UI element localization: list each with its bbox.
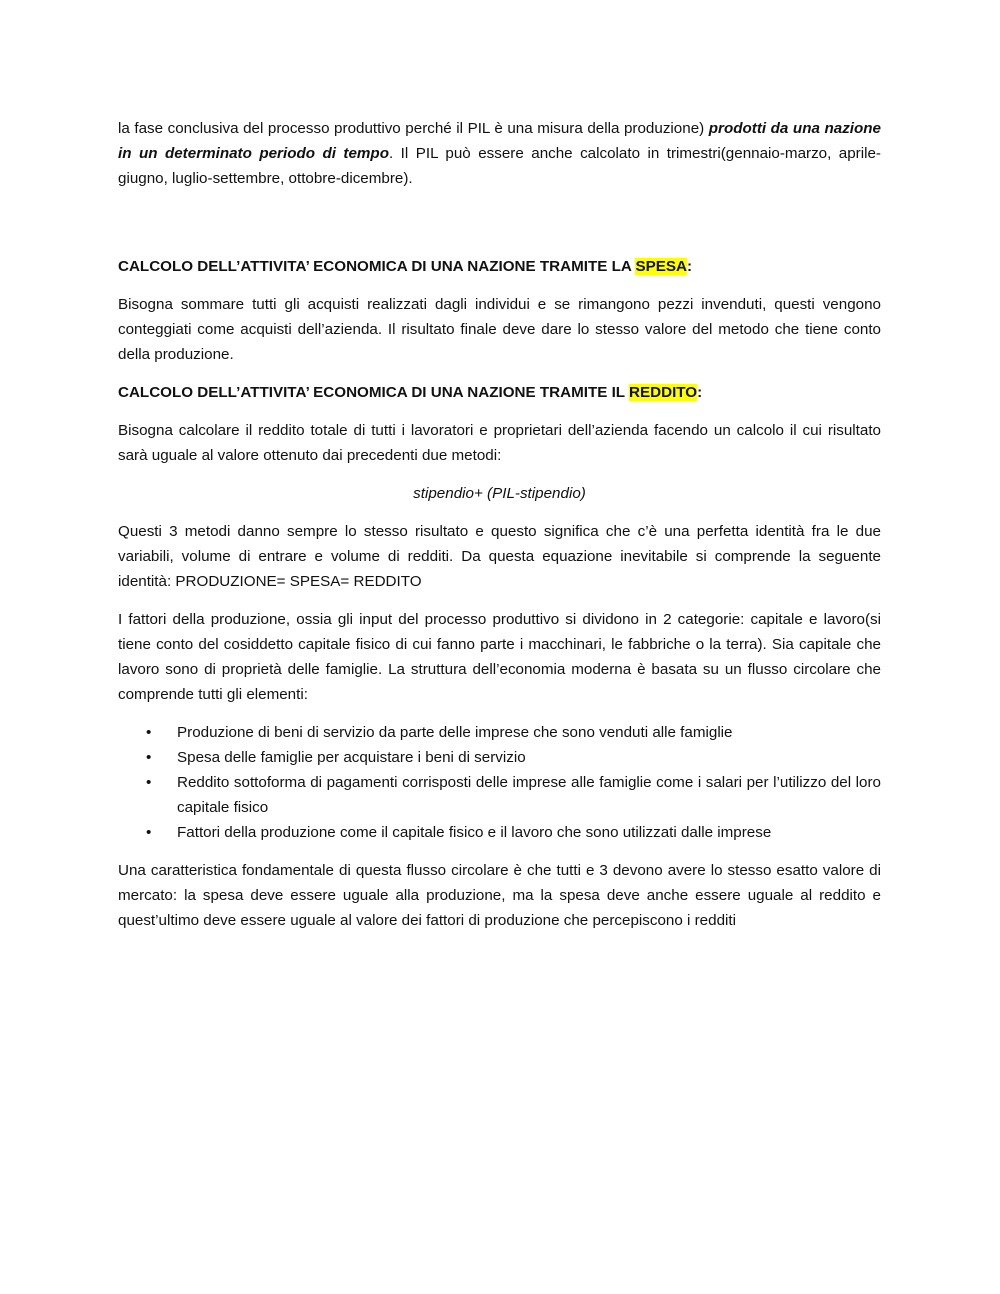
list-item-text: Fattori della produzione come il capitale fisico e il lavoro che sono utilizzati dalle imprese	[177, 824, 772, 841]
heading-reddito-prefix: CALCOLO DELL’ATTIVITA’ ECONOMICA DI UNA NAZIONE TRAMITE IL	[118, 384, 630, 401]
heading-spesa	[118, 254, 881, 279]
list-item-text: Produzione di beni di servizio da parte delle imprese che sono venduti alle famiglie	[177, 724, 733, 741]
final-paragraph: Una caratteristica fondamentale di questa flusso circolare è che tutti e 3 devono avere lo stesso esatto valore di mercato: la spesa deve essere uguale alla produzione, ma la spesa deve anche essere uguale al reddito e quest’ultimo deve essere uguale al valore dei fattori di produzione che percepiscono i redditi	[118, 862, 881, 929]
heading-spesa-suffix: :	[686, 258, 693, 275]
heading-spesa-prefix: CALCOLO DELL’ATTIVITA’ ECONOMICA DI UNA NAZIONE TRAMITE LA	[118, 258, 636, 275]
reddito-paragraph: Bisogna calcolare il reddito totale di tutti i lavoratori e proprietari dell’azienda facendo un calcolo il cui risultato sarà uguale al valore ottenuto dai precedenti due metodi:	[118, 422, 881, 464]
bullet-icon: •	[146, 724, 152, 741]
list-item-text: Spesa delle famiglie per acquistare i beni di servizio	[177, 749, 526, 766]
heading-reddito-suffix: :	[697, 384, 703, 401]
fattori-paragraph: I fattori della produzione, ossia gli input del processo produttivo si dividono in 2 categorie: capitale e lavoro(si tiene conto del cosiddetto capitale fisico di cui fanno parte i macchinari, le fabbriche o la terra). Sia capitale che lavoro sono di proprietà delle famiglie. La struttura dell’economia moderna è basata su un flusso circolare che comprende tutti gli elementi:	[118, 611, 881, 703]
bullet-icon: •	[146, 749, 152, 766]
list-item	[118, 770, 881, 820]
bullet-icon: •	[146, 774, 152, 791]
bullet-list	[118, 720, 881, 845]
list-item-text: Reddito sottoforma di pagamenti corrisposti delle imprese alle famiglie come i salari per l’utilizzo del loro capitale fisico	[177, 774, 881, 816]
reddito-formula: stipendio+ (PIL-stipendio)	[413, 485, 586, 502]
intro-bold-italic-text: prodotti da una nazione in un determinato periodo di tempo	[118, 120, 882, 162]
intro-text-part2: . Il PIL può essere anche calcolato in trimestri(gennaio-marzo, aprile-giugno, luglio-settembre, ottobre-dicembre).	[118, 145, 881, 187]
document-page	[118, 116, 881, 946]
spesa-paragraph: Bisogna sommare tutti gli acquisti realizzati dagli individui e se rimangono pezzi invenduti, questi vengono conteggiati come acquisti dell’azienda. Il risultato finale deve dare lo stesso valore del metodo che tiene conto della produzione.	[118, 296, 881, 363]
intro-paragraph	[118, 116, 881, 191]
bullet-icon: •	[146, 824, 152, 841]
list-item	[118, 820, 881, 845]
heading-reddito-highlight: REDDITO	[629, 384, 698, 401]
intro-text-part1: la fase conclusiva del processo produttivo perché il PIL è una misura della produzione)	[118, 120, 709, 137]
heading-spesa-highlight: SPESA	[635, 258, 687, 275]
heading-reddito	[118, 380, 881, 405]
section-spacer	[118, 204, 881, 254]
list-item	[118, 745, 881, 770]
list-item	[118, 720, 881, 745]
metodi-paragraph: Questi 3 metodi danno sempre lo stesso risultato e questo significa che c’è una perfetta identità fra le due variabili, volume di entrare e volume di redditi. Da questa equazione inevitabile si comprende la seguente identità: PRODUZIONE= SPESA= REDDITO	[118, 523, 881, 590]
